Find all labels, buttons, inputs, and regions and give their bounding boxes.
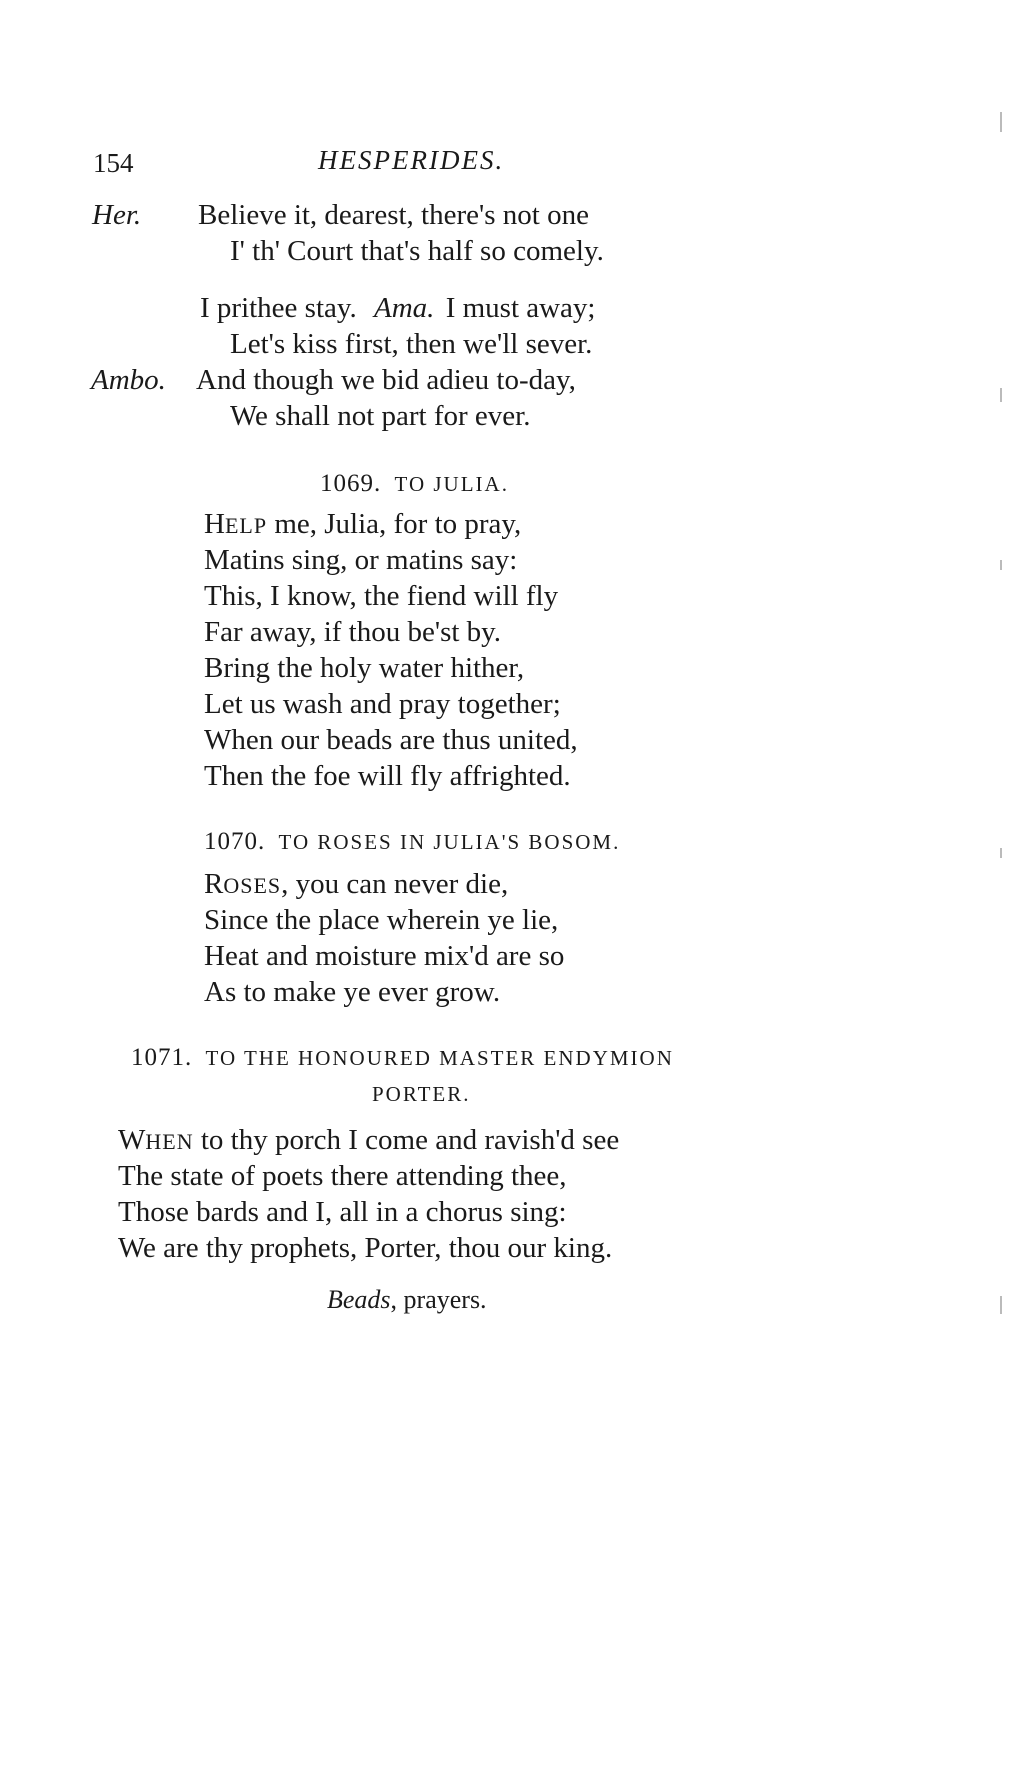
poem-line: Matins sing, or matins say: <box>204 544 518 576</box>
line-rest: , you can never die, <box>281 868 509 900</box>
poem-number: 1069. <box>320 470 382 497</box>
poem-line: We are thy prophets, Porter, thou our king. <box>118 1232 613 1264</box>
speaker-her: Her. <box>92 199 142 231</box>
poem-line: Then the foe will fly affrighted. <box>204 760 571 792</box>
small-caps: OSES <box>223 873 282 898</box>
poem-title: TO JULIA. <box>394 472 509 496</box>
line-rest: me, Julia, for to pray, <box>267 508 522 540</box>
initial-cap: W <box>118 1124 146 1156</box>
poem-heading-1071 <box>131 1044 674 1072</box>
poem-line: Heat and moisture mix'd are so <box>204 940 565 972</box>
speaker-ama: Ama. <box>374 292 435 324</box>
poem-line: Since the place wherein ye lie, <box>204 904 559 936</box>
poem-line: When our beads are thus united, <box>204 724 578 756</box>
small-caps: HEN <box>145 1129 194 1154</box>
initial-cap: R <box>204 868 224 900</box>
poem-line: The state of poets there attending thee, <box>118 1160 567 1192</box>
poem-line: Bring the holy water hither, <box>204 652 525 684</box>
initial-cap: H <box>204 508 225 540</box>
scan-mark <box>1000 560 1002 570</box>
poem-heading-1070 <box>204 828 620 856</box>
poem-line <box>118 1122 619 1160</box>
scan-mark <box>1000 848 1002 858</box>
dialogue-line: Let's kiss first, then we'll sever. <box>230 328 593 360</box>
poem-heading-1069 <box>320 470 509 498</box>
dialogue-line-prithee <box>200 290 596 326</box>
poem-title: TO THE HONOURED MASTER ENDYMION <box>205 1046 674 1070</box>
page-number: 154 <box>93 148 134 178</box>
poem-line: Far away, if thou be'st by. <box>204 616 502 648</box>
dialogue-text: I must away; <box>445 292 596 324</box>
poem-number: 1070. <box>204 828 266 855</box>
speaker-ambo: Ambo. <box>91 364 166 396</box>
footnote-definition: , prayers. <box>390 1285 487 1314</box>
footnote <box>327 1285 487 1315</box>
scan-mark <box>1000 1296 1002 1314</box>
running-title: HESPERIDES. <box>318 145 505 175</box>
poem-line: This, I know, the fiend will fly <box>204 580 559 612</box>
poem-line: Let us wash and pray together; <box>204 688 561 720</box>
poem-line: Those bards and I, all in a chorus sing: <box>118 1196 567 1228</box>
poem-number: 1071. <box>131 1044 193 1071</box>
scan-mark <box>1000 112 1002 132</box>
poem-heading-1071-line2: PORTER. <box>372 1082 471 1106</box>
dialogue-text: I prithee stay. <box>200 292 357 324</box>
small-caps: ELP <box>224 513 268 538</box>
footnote-term: Beads <box>327 1285 391 1314</box>
poem-line: As to make ye ever grow. <box>204 976 501 1008</box>
dialogue-line: We shall not part for ever. <box>230 400 531 432</box>
scan-mark <box>1000 388 1002 402</box>
poem-line <box>204 506 521 544</box>
dialogue-line: Believe it, dearest, there's not one <box>198 199 589 231</box>
dialogue-line: I' th' Court that's half so comely. <box>230 235 604 267</box>
dialogue-line: And though we bid adieu to-day, <box>196 364 576 396</box>
line-rest: to thy porch I come and ravish'd see <box>193 1124 620 1156</box>
poem-title: TO ROSES IN JULIA'S BOSOM. <box>278 830 621 854</box>
poem-line <box>204 866 508 904</box>
